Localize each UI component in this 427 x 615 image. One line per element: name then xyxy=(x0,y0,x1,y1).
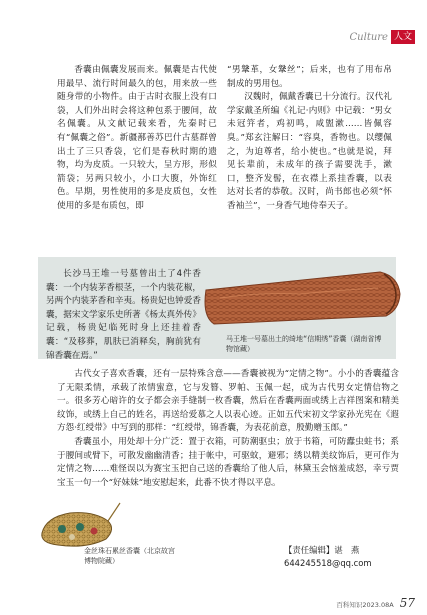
silk-sachet-caption: 马王堆一号墓出土的绮地“信期绣”香囊（湖南省博物馆藏） xyxy=(226,335,382,353)
paragraph: 汉魏时，佩戴香囊已十分流行。汉代礼学家戴圣所编《礼记·内则》中记载：“男女未冠笄者，鸡初鸣，咸盥漱……皆佩容臭。”郑玄注解曰：“容臭，香物也。以缨佩之，为迫尊者，给小使也。”也就是说，拜见长辈前，未成年的孩子需要洗手，漱口，整齐发髻，在衣襟上系挂香囊，以表达对长者的恭敬。汉时，尚书郎也必须“怀香袖兰”，一身香气地侍奉天子。 xyxy=(227,92,392,211)
golden-sachet-caption: 金丝珠石累丝香囊（北京故宫博物院藏） xyxy=(84,547,175,565)
article-body-lower xyxy=(57,368,399,490)
editor-name: 【责任编辑】谌 燕 xyxy=(284,545,360,555)
article-column-left xyxy=(57,64,217,214)
journal-issue: 百科知识2023.08A xyxy=(336,601,394,609)
page-number: 57 xyxy=(399,596,415,610)
article-column-right xyxy=(227,64,392,214)
page-footer xyxy=(336,596,415,610)
callout-text xyxy=(46,268,201,363)
paragraph: “男鞶革，女鞶丝”；后来，也有了用布帛制成的男用包。 xyxy=(227,65,392,89)
callout-paragraph: 长沙马王堆一号墓曾出土了4件香囊：一个内装茅香根茎，一个内装花椒，另两个内装茅香和辛夷。杨贵妃也钟爱香囊，据宋文学家乐史所著《杨太真外传》记载，杨贵妃临死时身上还挂着香囊：“及移葬，肌肤已消释矣，胸前犹有锦香囊在焉。” xyxy=(46,269,201,361)
paragraph: 古代女子喜欢香囊，还有一层特殊含意——香囊被视为“定情之物”。小小的香囊蕴含了无限柔情，承载了浓情蜜意，它与发簪、罗帕、玉佩一起，成为古代男女定情信物之一。很多芳心暗许的女子都会亲手缝制一枚香囊，然后在香囊两面或绣上吉祥图案和精美纹饰，或绣上自己的姓名，再送给爱慕之人以表心迹。正如五代宋初文学家孙光宪在《遐方怨·红绶带》中写到的那样：“红绶带，锦香囊，为表花前意，殷勤赠玉郎。” xyxy=(57,369,399,434)
section-label-cn: 人文 xyxy=(391,30,415,44)
editor-email: 644245518@qq.com xyxy=(284,558,372,568)
paragraph: 香囊虽小，用处却十分广泛：置于衣箱，可防潮驱虫；放于书箱，可防蠹虫蛀书；系于腰间或臂下，可散发幽幽清香；挂于帐中，可驱蚊，避邪；绣以精美纹饰后，更可作为定情之物……难怪误以为赛宝玉把自己送的香囊给了他人后，林黛玉会恼羞成怒，幸亏贾宝玉一句一个“好妹妹”地安慰起来，此番不快才得以平息。 xyxy=(57,436,399,488)
editor-credit xyxy=(284,544,372,570)
section-label-en: Culture xyxy=(349,31,388,43)
golden-sachet-image xyxy=(36,499,122,551)
silk-sachet-image xyxy=(200,268,405,328)
paragraph: 香囊由佩囊发展而来。佩囊是古代使用最早、流行时间最久的包，用来放一些随身带的小物件。由于古时衣服上没有口袋，人们外出时会将这种包系于腰间，故名佩囊。从文献记载来看，先秦时已有“佩囊之俗”。新疆鄯善苏巴什古墓群曾出土了三只香袋，它们是春秋时期的遗物，均为皮质。一只较大，呈方形，形似箭袋；另两只较小，小口大腹，外饰红色。早期，男性使用的多是皮质包，女性使用的多是布质包，即 xyxy=(57,65,217,211)
section-header xyxy=(350,30,415,44)
